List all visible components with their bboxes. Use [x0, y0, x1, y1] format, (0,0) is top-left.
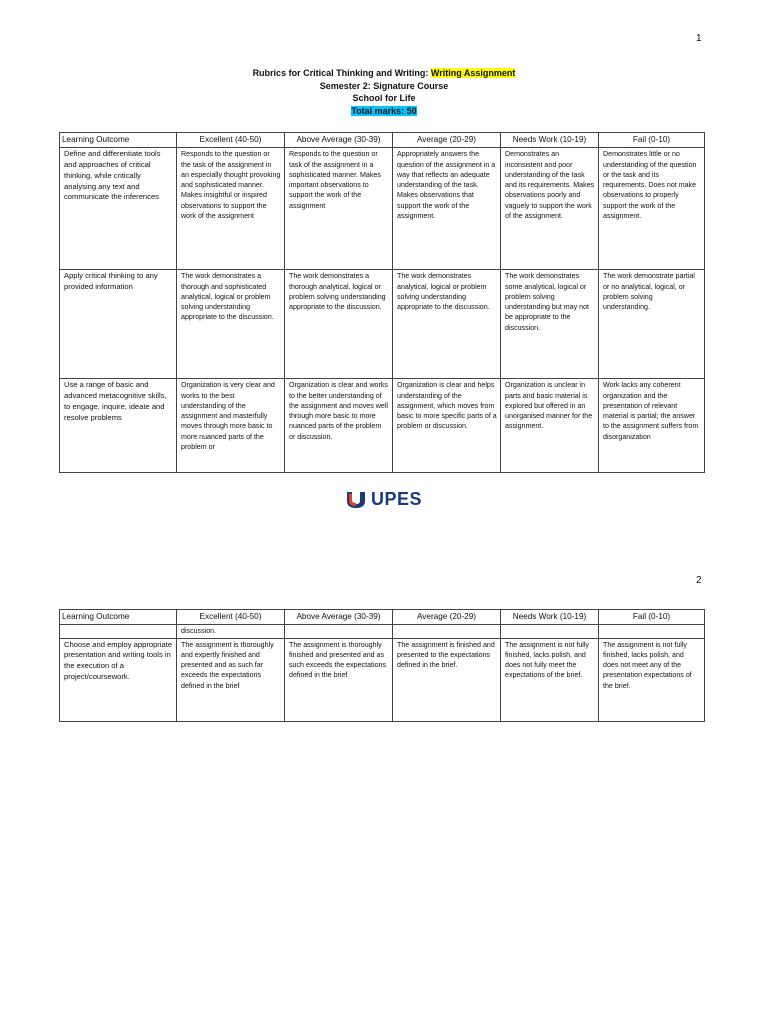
- rubric-cell: Organization is unclear in parts and basic material is explored but offered in an unorganised manner for the assignment.: [501, 379, 599, 473]
- rubric-cell: [393, 625, 501, 638]
- rubric-cell: The assignment is thoroughly finished and presented and as such exceeds the expectations defined in the brief: [285, 638, 393, 721]
- semester-line: Semester 2: Signature Course: [319, 80, 449, 91]
- rubric-cell: [599, 625, 705, 638]
- table-row: [60, 638, 705, 721]
- column-header: Learning Outcome: [60, 133, 177, 148]
- rubric-cell: Organization is very clear and works to the best understanding of the assignment and masterfully moves through more basic to more nuanced parts of the problem or: [177, 379, 285, 473]
- rubric-cell: [285, 625, 393, 638]
- table-header-row: [60, 610, 705, 625]
- learning-outcome-cell: Use a range of basic and advanced metacognitive skills, to engage, inquire, ideate and resolve problems: [60, 379, 177, 473]
- learning-outcome-cell: Apply critical thinking to any provided information: [60, 270, 177, 379]
- rubric-cell: The work demonstrates analytical, logical or problem solving understanding appropriate to the discussion.: [393, 270, 501, 379]
- rubric-table: [59, 132, 705, 473]
- rubric-cell: Responds to the question or the task of the assignment in an especially thought provoking and sophisticated manner. Makes insightful or inspired observations to support the work of the assignment: [177, 148, 285, 270]
- table-row: [60, 270, 705, 379]
- document-title: Rubrics for Critical Thinking and Writing: Writing Assignment: [252, 68, 516, 78]
- rubric-cell: The work demonstrates a thorough analytical, logical or problem solving understanding appropriate to the discussion.: [285, 270, 393, 379]
- column-header: Fail (0-10): [599, 610, 705, 625]
- table-row: [60, 625, 705, 638]
- table-row: [60, 379, 705, 473]
- column-header: Above Average (30-39): [285, 133, 393, 148]
- column-header: Excellent (40-50): [177, 133, 285, 148]
- column-header: Above Average (30-39): [285, 610, 393, 625]
- rubric-cell: Demonstrates little or no understanding of the question or the task and its requirements. Does not make observations to properly support the work of the assignment.: [599, 148, 705, 270]
- rubric-cell: The work demonstrates some analytical, logical or problem solving understanding but may not be appropriate to the discussion.: [501, 270, 599, 379]
- learning-outcome-cell: Define and differentiate tools and approaches of critical thinking, while critically analysing any text and communicate the inferences: [60, 148, 177, 270]
- rubric-cell: Appropriately answers the question of the assignment in a way that reflects an adequate understanding of the task. Makes observations that support the work of the assignment.: [393, 148, 501, 270]
- document-header: [0, 67, 768, 117]
- rubric-cell: Work lacks any coherent organization and the presentation of relevant material is partial; the answer to the assignment suffers from disorganization: [599, 379, 705, 473]
- learning-outcome-cell: Choose and employ appropriate presentation and writing tools in the execution of a project/coursework.: [60, 638, 177, 721]
- continuation-cell: discussion.: [177, 625, 285, 638]
- upes-logo: [345, 489, 422, 510]
- column-header: Needs Work (10-19): [501, 610, 599, 625]
- learning-outcome-cell: [60, 625, 177, 638]
- logo-text: UPES: [371, 489, 423, 509]
- rubric-cell: Demonstrates an inconsistent and poor understanding of the task and its requirements. Makes observations poorly and vaguely to support the work of the assignment.: [501, 148, 599, 270]
- column-header: Needs Work (10-19): [501, 133, 599, 148]
- rubric-cell: The assignment is thoroughly and expertly finished and presented and as such far exceeds the expectations defined in the brief: [177, 638, 285, 721]
- rubric-cell: Organization is clear and works to the better understanding of the assignment and moves well through more basic to more nuanced parts of the problem or discussion.: [285, 379, 393, 473]
- column-header: Excellent (40-50): [177, 610, 285, 625]
- upes-logo-icon: [345, 490, 367, 510]
- rubric-cell: The assignment is not fully finished, lacks polish, and does not meet any of the presentation expectations of the brief.: [599, 638, 705, 721]
- rubric-cell: The assignment is not fully finished, lacks polish, and does not fully meet the expectations of the brief.: [501, 638, 599, 721]
- rubric-cell: The work demonstrates a thorough and sophisticated analytical, logical or problem solving understanding appropriate to the discussion.: [177, 270, 285, 379]
- rubric-cell: [501, 625, 599, 638]
- rubric-cell: Responds to the question or task of the assignment in a sophisticated manner. Makes important observations to support the work of the assignment: [285, 148, 393, 270]
- column-header: Average (20-29): [393, 133, 501, 148]
- school-line: School for Life: [352, 93, 416, 103]
- table-row: [60, 148, 705, 270]
- column-header: Learning Outcome: [60, 610, 177, 625]
- page-number: 2: [696, 575, 702, 586]
- total-marks: Total marks: 50: [351, 105, 417, 116]
- rubric-table-continued: [59, 609, 705, 722]
- title-highlight: Writing Assignment: [430, 68, 516, 78]
- rubric-cell: The work demonstrate partial or no analytical, logical, or problem solving understanding.: [599, 270, 705, 379]
- column-header: Fail (0-10): [599, 133, 705, 148]
- rubric-cell: The assignment is finished and presented to the expectations defined in the brief.: [393, 638, 501, 721]
- page-number: 1: [696, 33, 702, 44]
- table-header-row: [60, 133, 705, 148]
- column-header: Average (20-29): [393, 610, 501, 625]
- rubric-cell: Organization is clear and helps understanding of the assignment, which moves from basic to more specific parts of a problem or discussion.: [393, 379, 501, 473]
